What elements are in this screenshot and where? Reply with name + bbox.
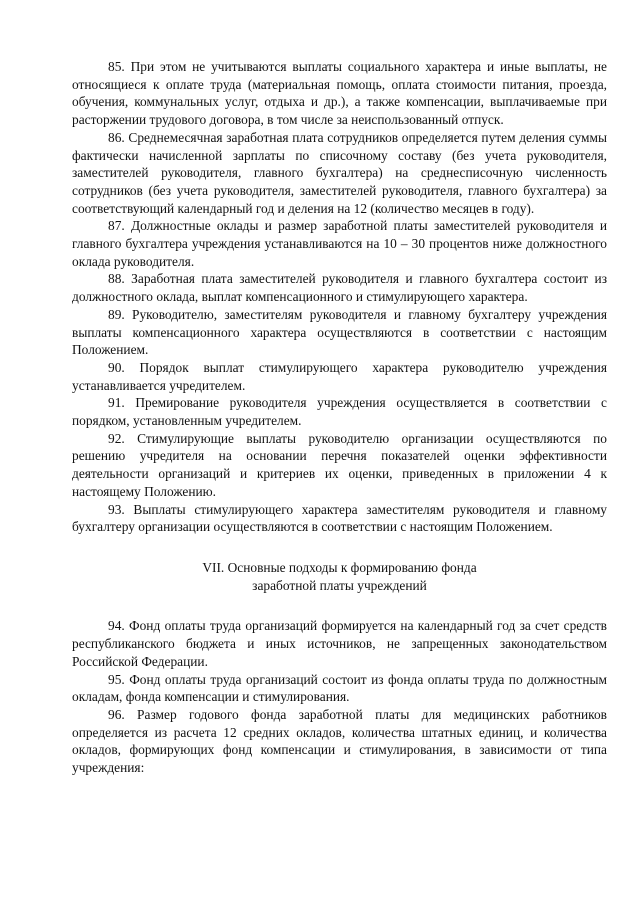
paragraph-95: 95. Фонд оплаты труда организаций состоит из фонда оплаты труда по должностным окладам, фонда компенсации и стимулирования. (72, 671, 607, 705)
paragraph-87: 87. Должностные оклады и размер заработной платы заместителей руководителя и главного бухгалтера учреждения устанавливаются на 10 – 30 процентов ниже должностного оклада руководителя. (72, 218, 607, 269)
paragraph-85: 85. При этом не учитываются выплаты социального характера и иные выплаты, не относящиеся к оплате труда (материальная помощь, оплата стоимости питания, проезда, обучения, коммунальных услуг, отдыха и др.), а также компенсации, выплачиваемые при расторжении трудового договора, в том числе за неиспользованный отпуск. (72, 59, 607, 128)
paragraph-86: 86. Среднемесячная заработная плата сотрудников определяется путем деления суммы фактически начисленной зарплаты по списочному составу (без учета руководителя, заместителей руководителя, главного бухгалтера) на среднесписочную численность сотрудников (без учета руководителя, заместителей руководителя, главного бухгалтера) за соответствующий календарный год и деления на 12 (количество месяцев в году). (72, 129, 607, 216)
paragraph-96: 96. Размер годового фонда заработной платы для медицинских работников определяется из расчета 12 средних окладов, количества штатных единиц, и количества окладов, формирующих фонд компенсации и стимулирования, в зависимости от типа учреждения: (72, 706, 607, 776)
paragraph-90: 90. Порядок выплат стимулирующего характера руководителю учреждения устанавливается учредителем. (72, 359, 607, 393)
section-heading-line-1: VII. Основные подходы к формированию фонда (202, 559, 477, 575)
section-heading-line-2: заработной платы учреждений (252, 577, 427, 593)
document-page (72, 58, 607, 777)
paragraph-91: 91. Премирование руководителя учреждения осуществляется в соответствии с порядком, установленным учредителем. (72, 395, 607, 429)
paragraph-88: 88. Заработная плата заместителей руководителя и главного бухгалтера состоит из должностного оклада, выплат компенсационного и стимулирующего характера. (72, 271, 607, 305)
paragraph-93: 93. Выплаты стимулирующего характера заместителям руководителя и главному бухгалтеру организации осуществляются в соответствии с настоящим Положением. (72, 501, 607, 535)
paragraph-92: 92. Стимулирующие выплаты руководителю организации осуществляются по решению учредителя на основании перечня показателей оценки эффективности деятельности организаций и критериев их оценки, приведенных в приложении 4 к настоящему Положению. (72, 430, 607, 499)
paragraph-89: 89. Руководителю, заместителям руководителя и главному бухгалтеру учреждения выплаты компенсационного характера осуществляются в соответствии с настоящим Положением. (72, 306, 607, 358)
section-heading (72, 559, 607, 594)
paragraph-94: 94. Фонд оплаты труда организаций формируется на календарный год за счет средств республиканского бюджета и иных источников, не запрещенных законодательством Российской Федерации. (72, 618, 607, 669)
